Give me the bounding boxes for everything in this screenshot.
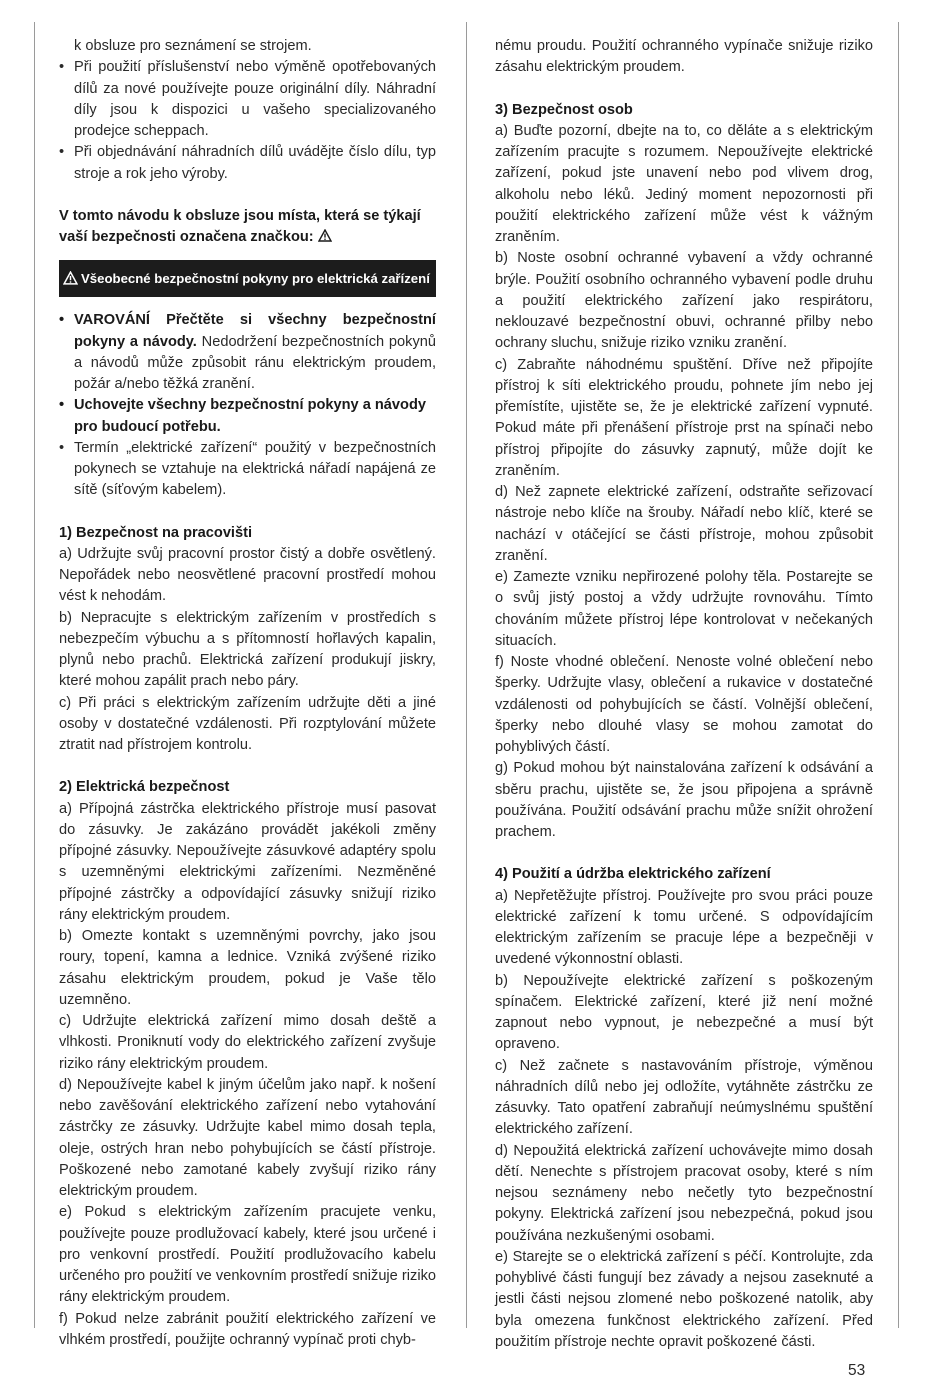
bullet-original-parts-text: Při použití příslušenství nebo výměně opotřebovaných dílů za nové používejte pouze originální díly. Náhradní díly jsou k dispozici u vašeho specializovaného prodejce scheppach. [74, 59, 436, 139]
bullet-ordering-parts-text: Při objednávání náhradních dílů uvádějte číslo dílu, typ stroje a rok jeho výroby. [74, 144, 436, 182]
paragraph-1c: c) Při práci s elektrickým zařízením udržujte děti a jiné osoby v dostatečné vzdálenosti. Při rozptylování můžete ztratit nad přístrojem kontrolu. [59, 694, 436, 753]
paragraph-1b: b) Nepracujte s elektrickým zařízením v prostředích s nebezpečím výbuchu a s přítomností hořlavých kapalin, plynů nebo prachů. Elektrická zařízení produkují jiskry, které mohou zapálit prach nebo páry. [59, 609, 436, 690]
keep-instructions-text: Uchovejte všechny bezpečnostní pokyny a návody pro budoucí potřebu. [74, 397, 426, 435]
bullet-original-parts: • Při použití příslušenství nebo výměně opotřebovaných dílů za nové používejte pouze originální díly. Náhradní díly jsou k dispozici u vašeho specializovaného prodejce scheppach. [59, 59, 436, 139]
paragraph-3b: b) Noste osobní ochranné vybavení a vždy ochranné brýle. Použití osobního ochranného vybavení podle druhu a použití elektrického zařízení jako respirátoru, neklouzavé bezpečnostní obuvi, ochranné přilby nebo ochrany sluchu, snižuje riziko vzniku zranění. [495, 250, 873, 352]
safety-notice [59, 206, 436, 249]
right-column [495, 36, 873, 1353]
intro-continuation: k obsluze pro seznámení se strojem. [74, 38, 312, 54]
paragraph-3a: a) Buďte pozorní, dbejte na to, co děláte a s elektrickým zařízením pracujte s rozumem. Nepoužívejte elektrické zařízení, pokud jste unavení nebo pod vlivem drog, alkoholu nebo léků. Jediný moment nepozornosti při použití elektrického zařízení může vést k vážným zraněním. [495, 122, 873, 245]
paragraph-3e: e) Zamezte vzniku nepřirozené polohy těla. Postarejte se o svůj jistý postoj a vždy udržujte rovnováhu. Tímto chováním můžete přístroj lépe kontrolovat v nečekaných situacích. [495, 569, 873, 649]
paragraph-1a: a) Udržujte svůj pracovní prostor čistý a dobře osvětlený. Nepořádek nebo neosvětlené pracovní prostředí mohou vést k nehodám. [59, 545, 436, 605]
section-banner [59, 260, 436, 297]
paragraph-4b: b) Nepoužívejte elektrické zařízení s poškozeným spínačem. Elektrické zařízení, které již není možné zapnout nebo vypnout, je nebezpečné a musí být opraveno. [495, 972, 873, 1053]
warning-read-instructions-bold: VAROVÁNÍ Přečtěte si všechny bezpečnostní pokyny a návody. [74, 312, 436, 350]
paragraph-3d: d) Než zapnete elektrické zařízení, odstraňte seřizovací nástroje nebo klíče na šrouby. Nářadí nebo klíč, které se nachází v otáčející se části přístroje, mohou způsobit zranění. [495, 484, 873, 564]
section-heading-use-maintenance: 4) Použití a údržba elektrického zařízení [495, 866, 771, 883]
paragraph-2f-continuation: nému proudu. Použití ochranného vypínače snižuje riziko zásahu elektrickým proudem. [495, 38, 873, 76]
paragraph-2b: b) Omezte kontakt s uzemněnými povrchy, jako jsou roury, topení, kamna a lednice. Vzniká zvýšené riziko zásahu elektrickým proudem, pokud je Vaše tělo uzemněno. [59, 928, 436, 1008]
bullet-ordering-parts: • Při objednávání náhradních dílů uvádějte číslo dílu, typ stroje a rok jeho výroby. [59, 144, 436, 182]
paragraph-4d: d) Nepoužitá elektrická zařízení uchovávejte mimo dosah dětí. Nenechte s přístrojem pracovat osoby, které s ním nejsou seznámeny nebo nečetly tyto bezpečnostní pokyny. Elektrická zařízení jsou nebezpečná, pokud jsou používána nezkušenými osobami. [495, 1142, 873, 1244]
page-number: 53 [848, 1362, 866, 1379]
warning-triangle-icon [318, 229, 332, 242]
section-heading-electrical: 2) Elektrická bezpečnost [59, 779, 230, 796]
banner-text: Všeobecné bezpečnostní pokyny pro elektrická zařízení [81, 271, 430, 287]
paragraph-3g: g) Pokud mohou být nainstalována zařízení k odsávání a sběru prachu, ujistěte se, že jsou připojena a správně používána. Použití odsávání prachu může snížit ohrožení prachem. [495, 760, 873, 840]
paragraph-2a: a) Přípojná zástrčka elektrického přístroje musí pasovat do zásuvky. Je zakázáno provádět jakékoli změny přípojné zásuvky. Nepoužívejte zásuvkové adaptéry spolu s uzemněnými elektrickými zařízeními. Nezměněné přípojné zástrčky a odpovídající zásuvky snižují riziko rány elektrickým proudem. [59, 800, 436, 923]
safety-notice-text: V tomto návodu k obsluze jsou místa, která se týkají vaší bezpečnosti označena značkou: [59, 207, 421, 245]
right-margin-rule [898, 22, 899, 1328]
paragraph-3f: f) Noste vhodné oblečení. Nenoste volné oblečení nebo šperky. Udržujte vlasy, oblečení a rukavice v dostatečné vzdálenosti od pohybujících se částí. Volnější oblečení, šperky nebo dlouhé vlasy se mohou zamotat do pohyblivých částí. [495, 654, 873, 755]
paragraph-4a: a) Nepřetěžujte přístroj. Používejte pro svou práci pouze elektrické zařízení k tomu určené. S odpovídajícím elektrickým zařízením se pracuje lépe a bezpečněji v uvedené výkonnostní oblasti. [495, 887, 873, 968]
keep-instructions: • Uchovejte všechny bezpečnostní pokyny a návody pro budoucí potřebu. [59, 397, 426, 435]
term-definition: • Termín „elektrické zařízení“ použitý v bezpečnostních pokynech se vztahuje na elektrická nářadí napájená ze sítě (síťovým kabelem). [59, 439, 436, 499]
warning-triangle-icon [63, 271, 78, 285]
paragraph-4c: c) Než začnete s nastavováním přístroje, výměnou náhradních dílů nebo jej odložíte, vytáhněte zástrčku ze zásuvky. Tato opatření zabraňují neúmyslnému spuštění elektrického zařízení. [495, 1057, 873, 1138]
section-heading-workplace: 1) Bezpečnost na pracovišti [59, 524, 253, 541]
left-column [59, 36, 436, 1351]
warning-read-instructions: • VAROVÁNÍ Přečtěte si všechny bezpečnostní pokyny a návody. Nedodržení bezpečnostních pokynů a návodů může způsobit ránu elektrickým proudem, požár a/nebo těžká zranění. [59, 312, 436, 392]
section-heading-personal: 3) Bezpečnost osob [495, 101, 633, 118]
term-definition-text: Termín „elektrické zařízení“ použitý v bezpečnostních pokynech se vztahuje na elektrická nářadí napájená ze sítě (síťovým kabelem). [74, 439, 436, 499]
paragraph-3c: c) Zabraňte náhodnému spuštění. Dříve než připojíte přístroj k síti elektrického proudu, pohnete jím nebo jej přemístíte, ujistěte se, že je elektrické zařízení vypnuté. Pokud máte při přenášení přístroje prst na spínači nebo přístroj připojíte do zásuvky zapnutý, může dojít ke zraněním. [495, 356, 873, 479]
warning-read-instructions-text: Nedodržení bezpečnostních pokynů a návodů může způsobit ránu elektrickým proudem, požár a/nebo těžká zranění. [74, 333, 436, 392]
column-divider [466, 22, 467, 1328]
left-margin-rule [34, 22, 35, 1328]
paragraph-2e: e) Pokud s elektrickým zařízením pracujete venku, používejte pouze prodlužovací kabely, které jsou určené i pro venkovní prostředí. Použití prodlužovacího kabelu určeného pro použití ve venkovním prostředí snižuje riziko rány elektrickým proudem. [59, 1204, 436, 1306]
paragraph-2f: f) Pokud nelze zabránit použití elektrického zařízení ve vlhkém prostředí, použijte ochranný vypínač proti chyb- [59, 1310, 436, 1348]
paragraph-4e: e) Starejte se o elektrická zařízení s péčí. Kontrolujte, zda pohyblivé části fungují bez závady a nejsou zaseknuté a jestli části nejsou zlomené nebo poškozené natolik, aby byla omezena funkčnost elektrického zařízení. Před použitím přístroje nechte opravit poškozené části. [495, 1248, 873, 1350]
paragraph-2c: c) Udržujte elektrická zařízení mimo dosah deště a vlhkosti. Proniknutí vody do elektrického zařízení zvyšuje riziko rány elektrickým proudem. [59, 1013, 436, 1072]
paragraph-2d: d) Nepoužívejte kabel k jiným účelům jako např. k nošení nebo zavěšování elektrického zařízení nebo vytahování zástrčky ze zásuvky. Udržujte kabel mimo dosah tepla, oleje, ostrých hran nebo pohybujících se částí přístroje. Poškozené nebo zamotané kabely zvyšují riziko rány elektrickým proudem. [59, 1076, 436, 1199]
